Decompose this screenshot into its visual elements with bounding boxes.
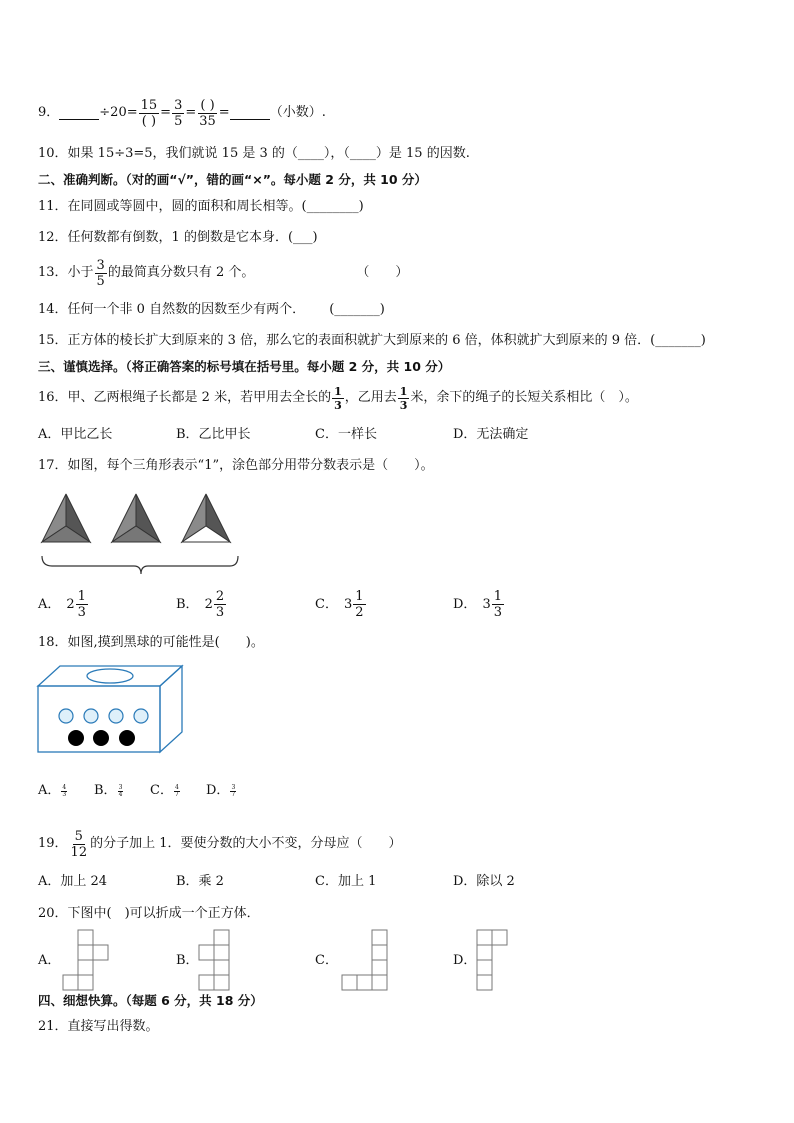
option-a[interactable]: A．甲比乙长 [38,427,113,442]
question-10: 10．如果 15÷3=5，我们就说 15 是 3 的（____），（____）是 15 的因数. [38,146,470,161]
question-text: 16．甲、乙两根绳子长都是 2 米，若甲用去全长的 [38,390,332,405]
question-text: 的分子加上 1．要使分数的大小不变，分母应（ ） [90,836,402,851]
answer-paren[interactable]: （ ） [356,265,409,280]
option-a[interactable]: A． [38,953,61,968]
question-14 [38,302,385,318]
answer-blank[interactable] [230,107,270,120]
fraction: $\frac{2}{3}$ [215,589,225,620]
cube-net-b [198,929,232,991]
fraction: $\frac{3}{7}$ [231,783,236,798]
option-c[interactable]: C．加上 1 [315,874,377,889]
question-text: 的最简真分数只有 2 个。 [107,265,255,280]
option-a[interactable]: A． 2 $\frac{1}{3}$ [38,589,86,620]
cube-net-c [341,929,389,991]
option-b[interactable]: B． [176,953,199,968]
box-side [160,666,182,752]
option-b[interactable]: B． $\frac{3}{4}$ [94,783,123,798]
fraction: $\frac{3}{5}$ [96,257,105,289]
question-text: 米，余下的绳子的长短关系相比（ ）。 [410,390,638,405]
fraction: $\frac{1}{3}$ [77,589,86,620]
question-21: 21．直接写出得数。 [38,1019,159,1034]
answer-blank[interactable] [59,107,99,120]
question-12: 12．任何数都有倒数，1 的倒数是它本身．(___) [38,230,318,245]
fraction: $\frac{1}{3}$ [493,589,502,620]
option-c[interactable]: C．一样长 [315,427,377,442]
black-balls [68,730,135,746]
fraction: $\frac{4}{7}$ [174,783,179,798]
question-17: 17．如图，每个三角形表示“1”，涂色部分用带分数表示是（ ）。 [38,458,434,473]
fraction: $\frac{3}{5}$ [174,97,183,129]
section-2-heading: 二、准确判断。（对的画“√”，错的画“×”。每小题 2 分，共 10 分） [38,172,427,187]
option-a[interactable]: A．加上 24 [38,874,108,889]
fraction: $\frac{( )}{35}$ [199,97,216,129]
question-9 [38,96,326,130]
section-3-heading: 三、谨慎选择。（将正确答案的标号填在括号里。每小题 2 分，共 10 分） [38,359,451,374]
division-text: ÷20= [99,105,138,120]
option-d[interactable]: D． $\frac{3}{7}$ [206,783,236,798]
ball-box-figure [36,664,186,756]
option-a[interactable]: A． $\frac{4}{3}$ [38,783,67,798]
option-b[interactable]: B．乙比甲长 [176,427,251,442]
question-19 [38,827,402,861]
option-d[interactable]: D．无法确定 [453,427,529,442]
fraction: $\frac{3}{4}$ [118,783,123,798]
question-number: 9． [38,105,60,120]
option-c[interactable]: C． $\frac{4}{7}$ [150,783,179,798]
option-c[interactable]: C． [315,953,338,968]
question-16 [38,383,638,413]
question-number: 19． [38,836,68,851]
triangles-figure [38,488,248,578]
option-d[interactable]: D． 3 $\frac{1}{3}$ [453,589,502,620]
option-b[interactable]: B．乘 2 [176,874,224,889]
triangle-2 [112,494,160,542]
fraction: $\frac{1}{3}$ [334,384,342,412]
answer-paren[interactable]: (_______) [329,302,385,317]
cube-net-a [62,929,110,991]
option-b[interactable]: B． 2 $\frac{2}{3}$ [176,589,225,620]
option-d[interactable]: D． [453,953,477,968]
equals-sign: = [160,105,172,120]
cube-net-d [476,929,510,991]
section-4-heading: 四、细想快算。（每题 6 分，共 18 分） [38,993,263,1008]
question-18: 18．如图,摸到黑球的可能性是( )。 [38,635,264,650]
fraction: $\frac{1}{2}$ [355,589,364,620]
question-11: 11．在同圆或等圆中，圆的面积和周长相等。(________) [38,199,364,214]
white-balls [59,709,148,723]
equals-sign: = [185,105,197,120]
option-d[interactable]: D．除以 2 [453,874,515,889]
brace [42,556,238,574]
question-tail: （小数）. [269,105,326,120]
option-c[interactable]: C． 3 $\frac{1}{2}$ [315,589,364,620]
box-slot [87,669,133,683]
question-text: 14．任何一个非 0 自然数的因数至少有两个． [38,302,306,317]
triangle-3 [182,494,230,542]
question-13 [38,256,408,290]
fraction: $\frac{1}{3}$ [399,384,408,412]
question-text: ，乙用去 [344,390,397,405]
fraction: $\frac{5}{12}$ [70,828,88,860]
fraction: $\frac{15}{( )}$ [140,97,158,129]
equals-sign: = [218,105,230,120]
fraction: $\frac{4}{3}$ [62,783,67,798]
triangle-1 [42,494,90,542]
question-20: 20．下图中( )可以折成一个正方体． [38,906,260,921]
question-text: 13．小于 [38,265,94,280]
question-15: 15．正方体的棱长扩大到原来的 3 倍，那么它的表面积就扩大到原来的 6 倍，体积就扩大到原来的 9 倍．(_______) [38,333,706,348]
